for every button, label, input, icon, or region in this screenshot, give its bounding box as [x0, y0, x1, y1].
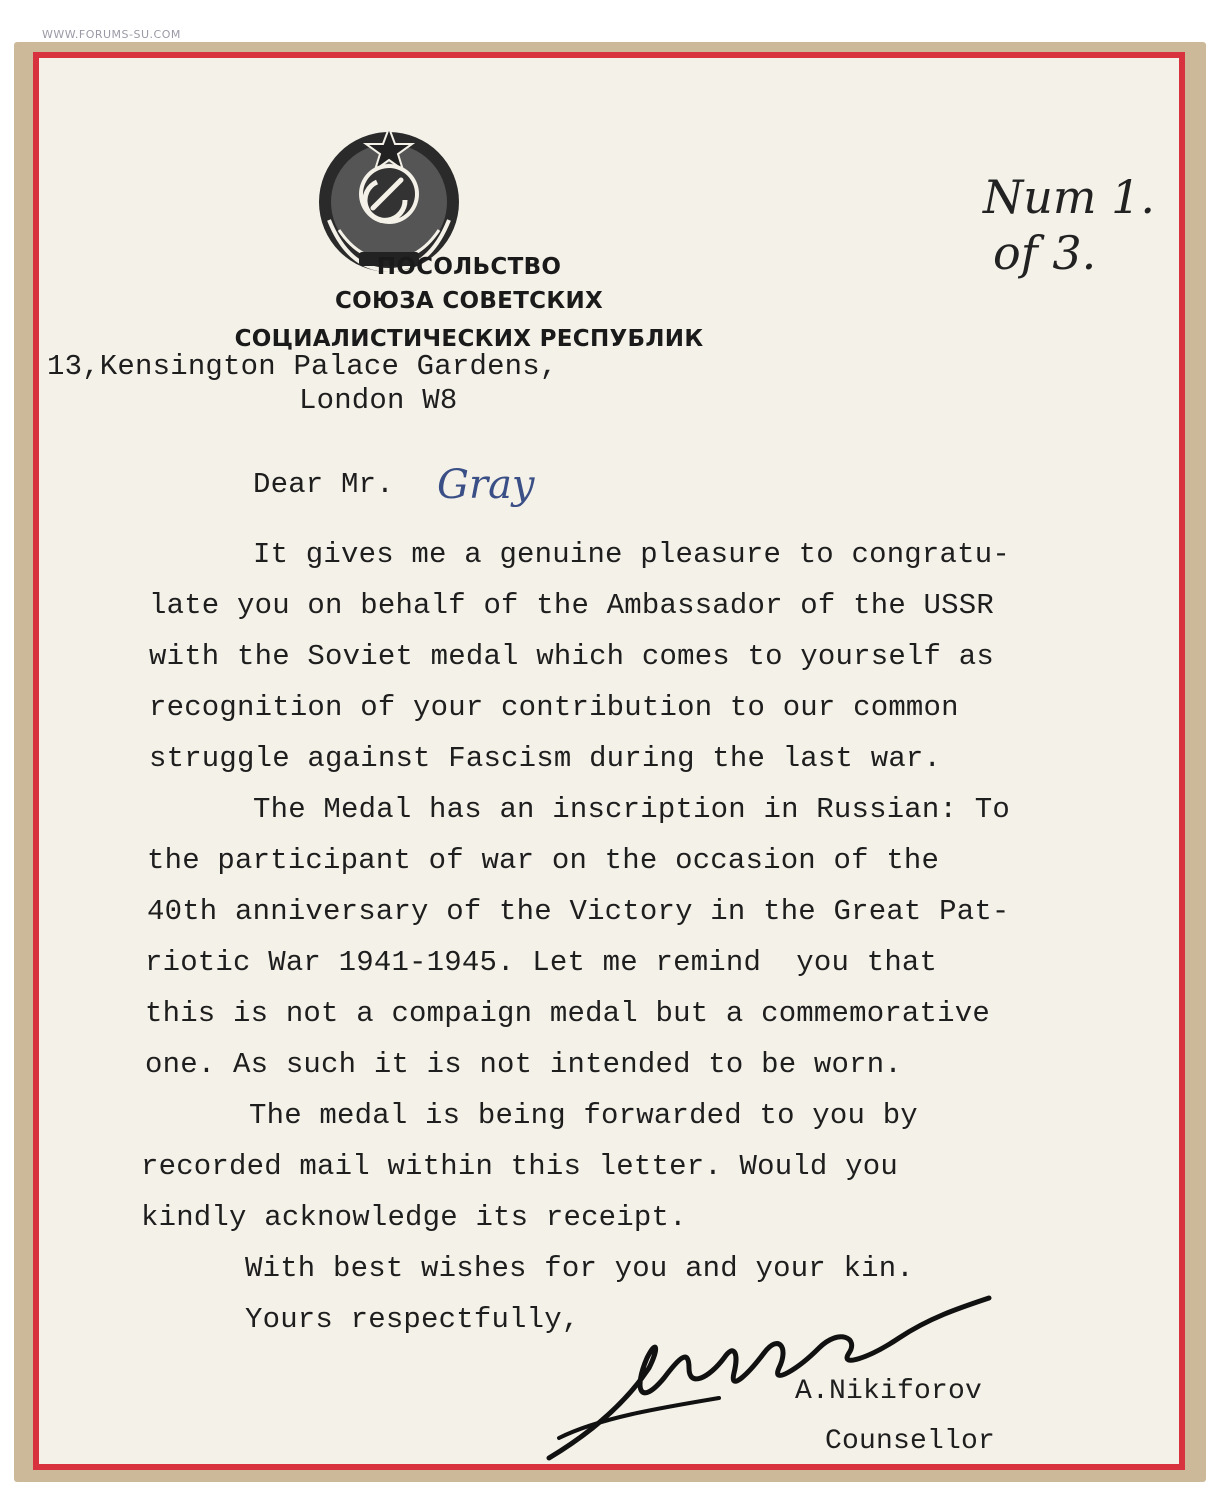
letterhead-line-1: ПОСОЛЬСТВО	[376, 254, 562, 280]
body-line: one. As such it is not intended to be worn.	[145, 1048, 902, 1081]
body-line: recorded mail within this letter. Would you	[141, 1150, 898, 1183]
signatory-name: A.Nikiforov	[795, 1376, 983, 1407]
body-line: riotic War 1941-1945. Let me remind you that	[145, 946, 938, 979]
signatory-title: Counsellor	[825, 1426, 996, 1457]
letter-paper	[33, 52, 1185, 1470]
watermark-text: WWW.FORUMS-SU.COM	[42, 28, 181, 41]
letterhead-line-2: СОЮЗА СОВЕТСКИХ	[334, 288, 604, 314]
body-line: late you on behalf of the Ambassador of the USSR	[149, 589, 994, 622]
handwritten-note-line-2: of 3.	[993, 226, 1097, 280]
body-line: kindly acknowledge its receipt.	[141, 1201, 687, 1234]
body-line: the participant of war on the occasion of the	[147, 844, 940, 877]
address-line-2: London W8	[299, 384, 458, 417]
body-line: this is not a compaign medal but a commemorative	[145, 997, 990, 1030]
salutation-prefix: Dear Mr.	[253, 468, 394, 501]
body-line: struggle against Fascism during the last war.	[149, 742, 942, 775]
body-line: The medal is being forwarded to you by	[249, 1099, 918, 1132]
body-line: 40th anniversary of the Victory in the Great Pat-	[147, 895, 1010, 928]
closing-line: Yours respectfully,	[245, 1303, 580, 1336]
body-line: The Medal has an inscription in Russian: To	[253, 793, 1010, 826]
body-line: It gives me a genuine pleasure to congratu-	[253, 538, 1010, 571]
handwritten-note-line-1: Num 1.	[983, 170, 1156, 224]
body-line: with the Soviet medal which comes to yourself as	[149, 640, 994, 673]
salutation-name-handwritten: Gray	[437, 462, 535, 508]
address-line-1: 13,Kensington Palace Gardens,	[47, 350, 558, 383]
body-line: recognition of your contribution to our common	[149, 691, 959, 724]
letterhead-line-3: СОЦИАЛИСТИЧЕСКИХ РЕСПУБЛИК	[234, 326, 704, 352]
body-line: With best wishes for you and your kin.	[245, 1252, 914, 1285]
